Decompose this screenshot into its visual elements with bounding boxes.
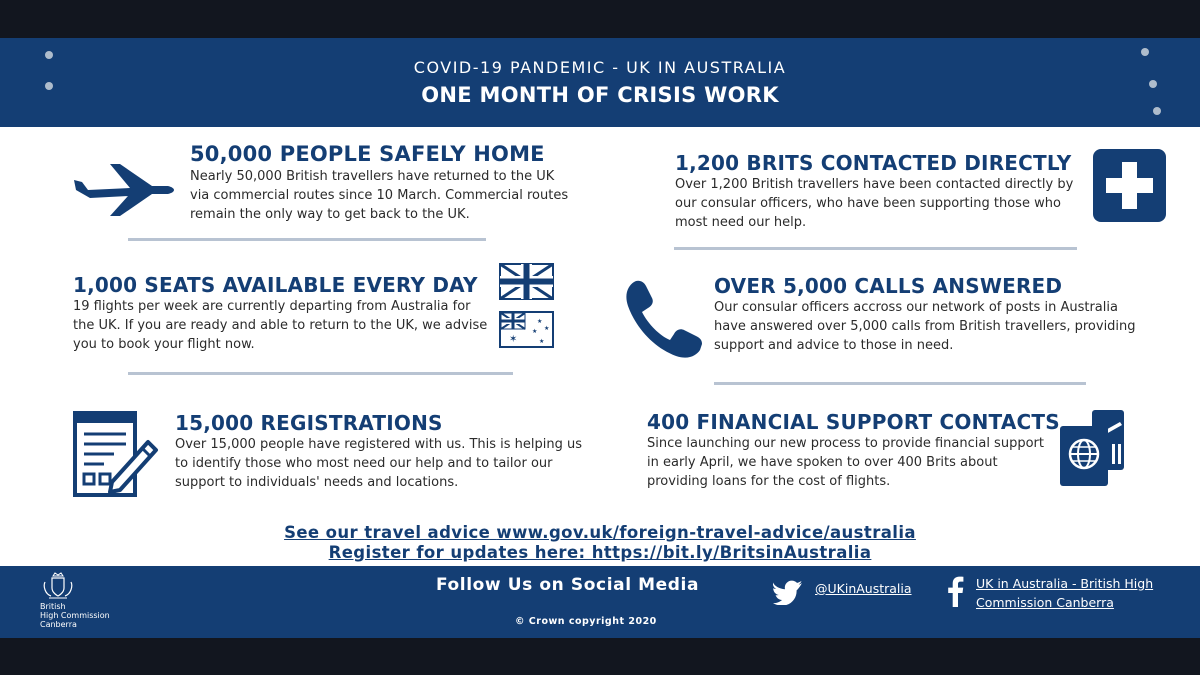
register-line	[0, 543, 1200, 562]
phone-icon	[624, 278, 704, 360]
copyright-text: © Crown copyright 2020	[515, 616, 657, 627]
section-text-financial: Since launching our new process to provide financial support in early April, we have spoken to over 400 Brits about providing loans for the cost of flights.	[647, 436, 1044, 489]
decorative-dot	[1153, 107, 1161, 115]
svg-text:★: ★	[544, 325, 550, 332]
section-heading-registrations: 15,000 REGISTRATIONS	[175, 411, 443, 435]
svg-text:★: ★	[539, 338, 545, 345]
section-text-seats: 19 flights per week are currently departing from Australia for the UK. If you are ready and able to return to the UK, we advise you to book your flight now.	[73, 299, 488, 352]
section-text-calls: Our consular officers accross our network of posts in Australia have answered over 5,000 calls from British travellers, providing support and advice to those in need.	[714, 300, 1136, 353]
travel-advice-line	[0, 523, 1200, 542]
section-text-home: Nearly 50,000 British travellers have returned to the UK via commercial routes since 10 March. Commercial routes remain the only way to get back to the UK.	[190, 169, 569, 222]
header-title: ONE MONTH OF CRISIS WORK	[421, 83, 779, 107]
facebook-page-link[interactable]	[976, 574, 1153, 612]
section-heading-seats: 1,000 SEATS AVAILABLE EVERY DAY	[73, 273, 478, 297]
royal-crest-icon	[41, 572, 75, 600]
section-heading-financial: 400 FINANCIAL SUPPORT CONTACTS	[647, 410, 1060, 434]
section-heading-contacted: 1,200 BRITS CONTACTED DIRECTLY	[675, 151, 1072, 175]
travel-advice-prefix[interactable]: See our travel advice	[284, 523, 497, 542]
follow-heading: Follow Us on Social Media	[436, 575, 700, 595]
facebook-line-2[interactable]: Commission Canberra	[976, 595, 1114, 610]
divider	[128, 372, 513, 375]
twitter-handle-link[interactable]: @UKinAustralia	[815, 581, 912, 596]
register-link[interactable]: Register for updates here: https://bit.ly/BritsinAustralia	[328, 543, 872, 562]
organisation-name: British High Commission Canberra	[40, 602, 110, 629]
section-text-registrations: Over 15,000 people have registered with us. This is helping us to identify those who most need our help and to tailor our support to individuals' needs and locations.	[175, 437, 583, 490]
travel-advice-link[interactable]: www.gov.uk/foreign-travel-advice/australia	[496, 523, 916, 542]
section-text-contacted: Over 1,200 British travellers have been contacted directly by our consular officers, who have been supporting those who most need our help.	[675, 177, 1074, 230]
infographic	[0, 38, 1200, 638]
svg-text:✶: ✶	[509, 334, 518, 345]
facebook-icon[interactable]	[946, 575, 964, 607]
passport-icon	[1058, 410, 1128, 488]
svg-text:★: ★	[537, 318, 543, 325]
section-heading-home: 50,000 PEOPLE SAFELY HOME	[190, 142, 545, 166]
australia-flag-icon	[499, 311, 554, 348]
svg-text:★: ★	[532, 328, 538, 335]
divider	[674, 247, 1077, 250]
facebook-line-1[interactable]: UK in Australia - British High	[976, 576, 1154, 591]
uk-flag-icon	[499, 263, 554, 300]
decorative-dot	[1141, 48, 1149, 56]
header-subtitle: COVID-19 PANDEMIC - UK IN AUSTRALIA	[413, 58, 787, 77]
twitter-icon[interactable]	[773, 580, 803, 605]
section-heading-calls: OVER 5,000 CALLS ANSWERED	[714, 274, 1063, 298]
header-banner	[0, 38, 1200, 127]
registration-form-icon	[72, 410, 160, 498]
airplane-icon	[72, 158, 176, 218]
divider	[714, 382, 1086, 385]
footer	[0, 566, 1200, 638]
divider	[128, 238, 486, 241]
medical-cross-icon	[1093, 149, 1166, 222]
